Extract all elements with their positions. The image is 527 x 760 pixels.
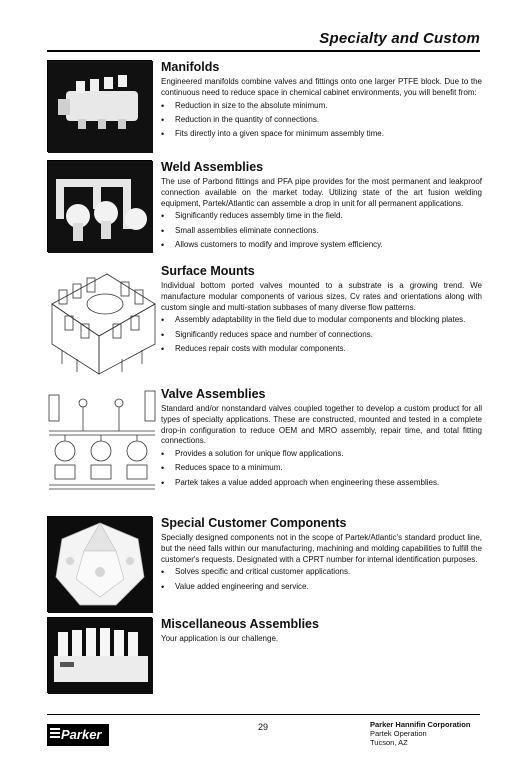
weld-assembly-photo bbox=[47, 160, 152, 252]
bullet-item: • Significantly reduces assembly time in the field. bbox=[161, 211, 482, 222]
division-name: Partek Operation bbox=[370, 729, 427, 738]
bullet-item: • Reduction in the quantity of connections. bbox=[161, 115, 482, 126]
bullet-item: • Fits directly into a given space for minimum assembly time. bbox=[161, 129, 482, 140]
section-title: Valve Assemblies bbox=[161, 387, 266, 401]
section-title: Surface Mounts bbox=[161, 264, 255, 278]
section-body: Standard and/or nonstandard valves coupled together to develop a custom product for all types of specialty applications. These are constructed, mounted and tested in a complete drop-in configuration to reduce OEM and MRO assembly, repair time, and total fitting connections. bbox=[161, 404, 482, 446]
section-weld-assemblies bbox=[47, 160, 482, 260]
misc-assembly-photo bbox=[47, 617, 152, 693]
section-body: Engineered manifolds combine valves and fittings onto one larger PTFE block. Due to the continuous need to reduce space in chemical cabinet environments, you will benefit from: bbox=[161, 77, 482, 97]
bullet-list bbox=[161, 101, 482, 140]
logo-text: Parker bbox=[61, 727, 102, 742]
section-text bbox=[161, 160, 482, 254]
bullet-item: • Value added engineering and service. bbox=[161, 582, 482, 593]
bullet-list bbox=[161, 567, 482, 592]
bullet-list bbox=[161, 449, 482, 488]
bullet-item: • Allows customers to modify and improve system efficiency. bbox=[161, 240, 482, 251]
page-title: Specialty and Custom bbox=[319, 30, 480, 47]
section-text bbox=[161, 617, 482, 645]
polyhedron-component-photo bbox=[47, 516, 152, 612]
footer-divider bbox=[47, 714, 480, 715]
valve-assembly-drawing bbox=[47, 387, 152, 499]
manifold-photo bbox=[47, 60, 152, 152]
section-body: The use of Parbond fittings and PFA pipe provides for the most permanent and leakproof connection available on the market today. Utilizing state of the art fusion welding equipment, Partek/Atlantic can assemble a drop in unit for all permanent applications. bbox=[161, 177, 482, 208]
section-title: Weld Assemblies bbox=[161, 160, 264, 174]
bullet-item: • Reduces space to a minimum. bbox=[161, 463, 482, 474]
section-text bbox=[161, 516, 482, 596]
bullet-item: • Assembly adaptability in the field due to modular components and blocking plates. bbox=[161, 315, 482, 326]
bullet-item: • Provides a solution for unique flow applications. bbox=[161, 449, 482, 460]
surface-mount-drawing bbox=[47, 264, 152, 380]
bullet-item: • Significantly reduces space and number of connections. bbox=[161, 330, 482, 341]
section-text bbox=[161, 60, 482, 143]
bullet-list bbox=[161, 211, 482, 250]
section-manifolds bbox=[47, 60, 482, 160]
section-text bbox=[161, 387, 482, 492]
section-title: Miscellaneous Assemblies bbox=[161, 617, 319, 631]
section-title: Manifolds bbox=[161, 60, 220, 74]
section-valve-assemblies bbox=[47, 387, 482, 507]
page-number: 29 bbox=[258, 722, 269, 732]
logo-stripes-icon bbox=[50, 728, 60, 742]
section-title: Special Customer Components bbox=[161, 516, 347, 530]
section-text bbox=[161, 264, 482, 358]
header-divider bbox=[47, 50, 480, 52]
bullet-item: • Small assemblies eliminate connections. bbox=[161, 226, 482, 237]
section-body: Specially designed components not in the scope of Partek/Atlantic's standard product line, but the need falls within our manufacturing, machining and molding capabilities to fulfill the customer's requests. Designated with a CPRT number for internal identification purposes. bbox=[161, 533, 482, 564]
corporate-info bbox=[370, 720, 470, 747]
section-surface-mounts bbox=[47, 264, 482, 384]
bullet-item: • Partek takes a value added approach when engineering these assemblies. bbox=[161, 478, 482, 489]
parker-logo bbox=[47, 724, 109, 746]
location: Tucson, AZ bbox=[370, 738, 408, 747]
bullet-item: • Solves specific and critical customer applications. bbox=[161, 567, 482, 578]
company-name: Parker Hannifin Corporation bbox=[370, 720, 471, 729]
section-misc-assemblies bbox=[47, 617, 482, 697]
bullet-list bbox=[161, 315, 482, 354]
section-body: Your application is our challenge. bbox=[161, 634, 279, 643]
section-body: Individual bottom ported valves mounted to a substrate is a growing trend. We manufacture modular components of various sizes, Cv rates and orientations along with custom single and multi-station subbases of many diverse flow patterns. bbox=[161, 281, 482, 312]
bullet-item: • Reduction in size to the absolute minimum. bbox=[161, 101, 482, 112]
bullet-item: • Reduces repair costs with modular components. bbox=[161, 344, 482, 355]
section-special-components bbox=[47, 516, 482, 616]
